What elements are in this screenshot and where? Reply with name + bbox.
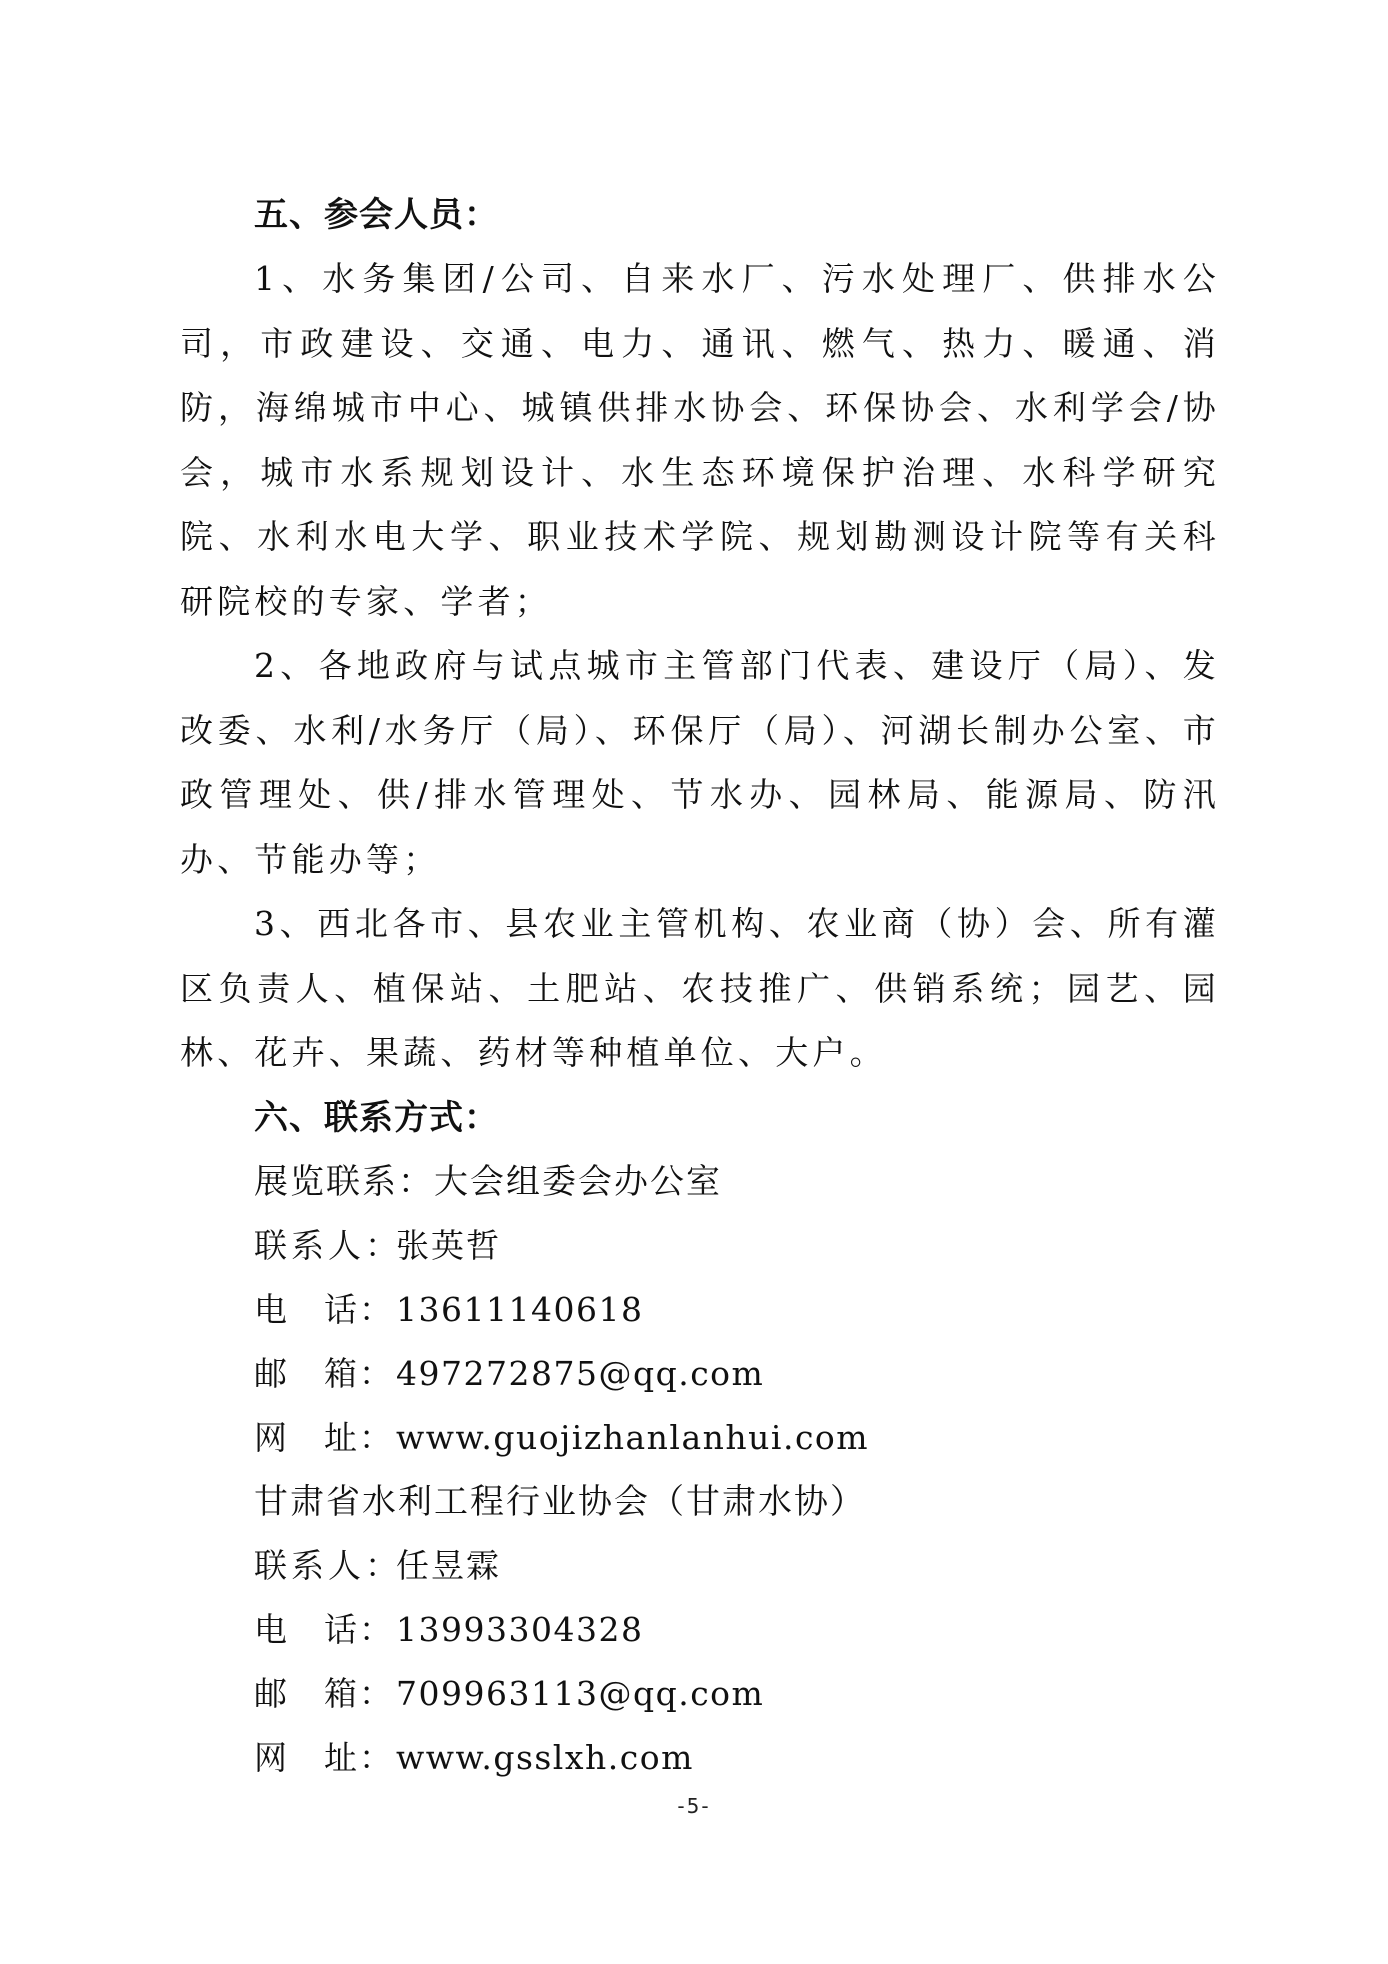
contact-person-label: 联系人：	[254, 1225, 402, 1265]
association-website	[180, 1726, 1220, 1790]
website-label: 网 址：	[254, 1737, 394, 1777]
email-label: 邮 箱：	[254, 1673, 394, 1713]
contact-person-value: 张英哲	[396, 1225, 501, 1265]
exhibition-contact-person	[180, 1214, 1220, 1278]
association-contact-block	[180, 1470, 1220, 1790]
section-six-heading: 六、联系方式：	[254, 1097, 499, 1138]
exhibition-phone	[180, 1278, 1220, 1342]
page-content	[180, 183, 1220, 1790]
email-value: 497272875@qq.com	[396, 1353, 765, 1393]
website-label: 网 址：	[254, 1417, 394, 1457]
contact-person-label: 联系人：	[254, 1545, 402, 1585]
association-contact-title: 甘肃省水利工程行业协会（甘肃水协）	[254, 1481, 866, 1522]
email-label: 邮 箱：	[254, 1353, 394, 1393]
attendee-item-3: 3、西北各市、县农业主管机构、农业商（协）会、所有灌区负责人、植保站、土肥站、农技推广、供销系统；园艺、园林、花卉、果蔬、药材等种植单位、大户。	[180, 904, 1220, 1072]
exhibition-website	[180, 1406, 1220, 1470]
phone-label: 电 话：	[254, 1289, 394, 1329]
phone-value: 13993304328	[396, 1609, 644, 1649]
exhibition-email	[180, 1342, 1220, 1406]
association-contact-person	[180, 1534, 1220, 1598]
association-phone	[180, 1598, 1220, 1662]
section-five-heading: 五、参会人员：	[254, 195, 499, 235]
website-value: www.guojizhanlanhui.com	[396, 1417, 870, 1457]
association-email	[180, 1662, 1220, 1726]
website-value: www.gsslxh.com	[396, 1737, 694, 1777]
exhibition-contact-title: 展览联系：大会组委会办公室	[254, 1161, 722, 1202]
email-value: 709963113@qq.com	[396, 1673, 765, 1713]
page-number: -5-	[677, 1794, 711, 1818]
attendee-item-2: 2、各地政府与试点城市主管部门代表、建设厅（局）、发改委、水利/水务厅（局）、环保厅（局）、河湖长制办公室、市政管理处、供/排水管理处、节水办、园林局、能源局、防汛办、节能办等；	[180, 646, 1220, 879]
contact-person-value: 任昱霖	[396, 1545, 501, 1585]
phone-value: 13611140618	[396, 1289, 644, 1329]
exhibition-contact-block	[180, 1150, 1220, 1470]
phone-label: 电 话：	[254, 1609, 394, 1649]
attendee-item-1: 1、水务集团/公司、自来水厂、污水处理厂、供排水公司，市政建设、交通、电力、通讯、燃气、热力、暖通、消防，海绵城市中心、城镇供排水协会、环保协会、水利学会/协会，城市水系规划设计、水生态环境保护治理、水科学研究院、水利水电大学、职业技术学院、规划勘测设计院等有关科研院校的专家、学者；	[180, 259, 1220, 621]
